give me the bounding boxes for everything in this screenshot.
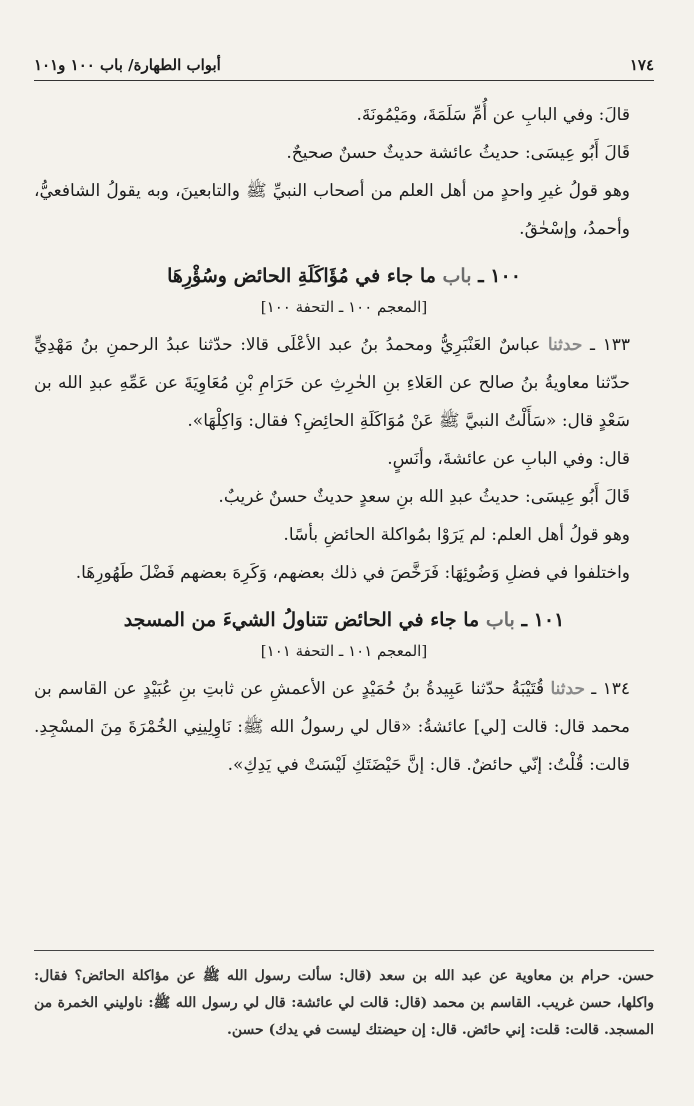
page-number: ١٧٤ xyxy=(629,56,654,74)
hadith-text: عباسٌ العَنْبَرِيُّ ومحمدُ بنُ عبد الأعْلَى قالا: حدّثنا عبدُ الرحمنِ بنُ مَهْدِيٍّ حدّثنا معاويةُ بنُ صالح عن العَلاءِ بنِ الحٰرِثِ عن حَرَامِ بْنِ مُعَاوِيَةَ عن عَمِّهِ عبدِ الله بن سَعْدٍ قال: «سَأَلْتُ النبيَّ ﷺ عَنْ مُوَاكَلَةِ الحائِضِ؟ فقال: وَاكِلْهَا». xyxy=(34,335,630,431)
chapter-heading xyxy=(34,602,654,638)
haddathana-keyword: حدثنا xyxy=(547,335,583,355)
hadith-number: ١٣٤ ـ xyxy=(591,679,631,699)
chapter-number: ١٠١ ـ xyxy=(521,609,565,631)
paragraph: قَالَ أَبُو عِيسَى: حديثُ عائشة حديثٌ حسنٌ صحيحٌ. xyxy=(286,143,630,163)
chapter-reference: [المعجم ١٠١ ـ التحفة ١٠١] xyxy=(260,642,428,660)
chapter-title-text: ما جاء في مُؤَاكَلَةِ الحائض وسُؤْرِهَا xyxy=(167,265,436,287)
chapter-heading xyxy=(34,258,654,294)
hadith-paragraph xyxy=(34,670,654,784)
bab-keyword: باب xyxy=(442,265,472,287)
chapter-reference: [المعجم ١٠٠ ـ التحفة ١٠٠] xyxy=(260,298,428,316)
paragraph: وهو قولُ أهل العلم: لم يَرَوْا بمُواكلة الحائضِ بأسًا. xyxy=(283,525,630,545)
haddathana-keyword: حدثنا xyxy=(550,679,585,699)
main-text xyxy=(34,96,654,784)
hadith-paragraph xyxy=(34,326,654,440)
hadith-number: ١٣٣ ـ xyxy=(590,335,631,355)
chapter-title-text: ما جاء في الحائض تتناولُ الشيءَ من المسجد xyxy=(123,609,480,631)
paragraph: قالَ: وفي البابِ عن أُمِّ سَلَمَةَ، ومَيْمُونَةَ. xyxy=(356,105,630,125)
footnotes xyxy=(34,950,654,1044)
paragraph: وهو قولُ غيرِ واحدٍ من أهل العلم من أصحاب النبيِّ ﷺ والتابعينَ، وبه يقولُ الشافعيُّ، وأحمدُ، وإسْحٰقُ. xyxy=(34,181,630,239)
running-header xyxy=(34,50,654,81)
paragraph: قال: وفي البابِ عن عائشةَ، وأنَسٍ. xyxy=(387,449,630,469)
section-title: أبواب الطهارة/ باب ١٠٠ و١٠١ xyxy=(34,56,221,74)
paragraph: واختلفوا في فضلِ وَضُوئِهَا: فَرَخَّصَ في ذلك بعضهم، وَكَرِهَ بعضهم فَضْلَ طَهُورِهَا. xyxy=(75,563,630,583)
hadith-text: قُتَيْبَةُ حدّثنا عَبِيدةُ بنُ حُمَيْدٍ عن الأعمشِ عن ثابتِ بنِ عُبَيْدٍ عن القاسم بن محمد قال: قالت [لي] عائشةُ: «قال لي رسولُ الله ﷺ: نَاوِلِينِي الخُمْرَةَ مِنَ المسْجِدِ. قالت: قُلْتُ: إنّي حائضٌ. قال: إنَّ حَيْضَتَكِ لَيْسَتْ في يَدِكِ». xyxy=(34,679,630,775)
bab-keyword: باب xyxy=(485,609,515,631)
paragraph: قَالَ أَبُو عِيسَى: حديثُ عبدِ الله بنِ سعدٍ حديثٌ حسنٌ غريبٌ. xyxy=(218,487,630,507)
footnote-text: حسن. حرام بن معاوية عن عبد الله بن سعد (قال: سألت رسول الله ﷺ عن مؤاكلة الحائض؟ فقال: واكلها، حسن غريب. القاسم بن محمد (قال: قالت لي عائشة: قال لي رسول الله ﷺ: ناوليني الخمرة من المسجد. قالت: قلت: إني حائض. قال: إن حيضتك ليست في يدك) حسن. xyxy=(34,968,654,1038)
chapter-number: ١٠٠ ـ xyxy=(478,265,521,287)
